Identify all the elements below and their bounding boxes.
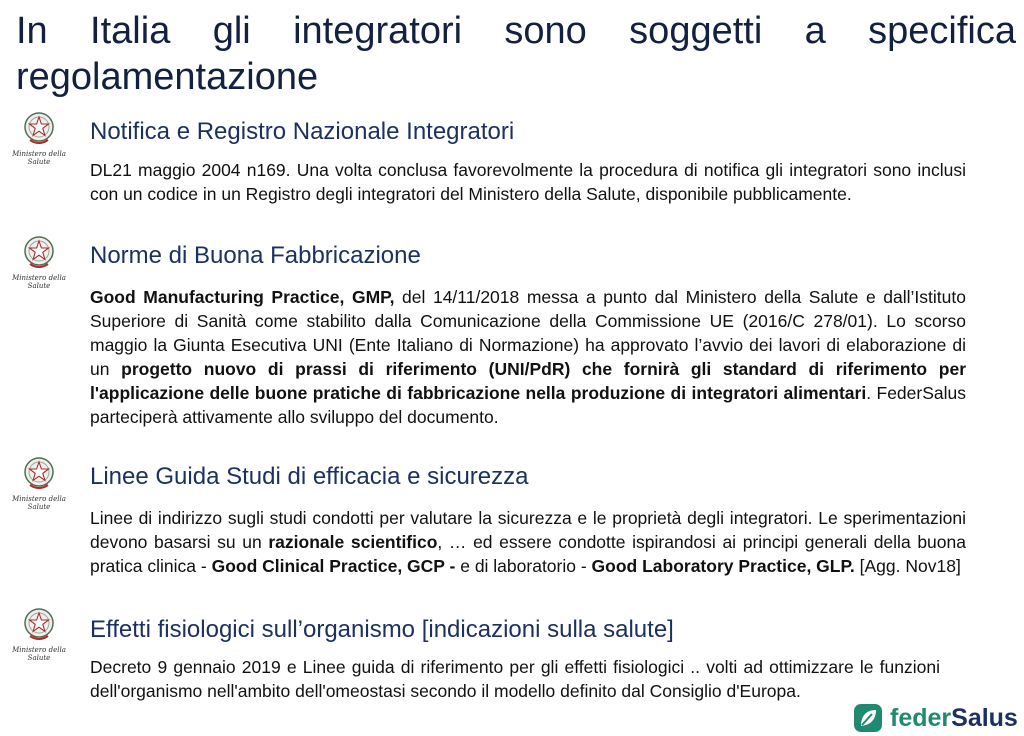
section-paragraph: DL21 maggio 2004 n169. Una volta conclusa favorevolmente la procedura di notifica gli integratori sono inclusi con un codice in un Registro degli integratori del Ministero della Salute, disponibile pubblicamente. bbox=[90, 160, 966, 204]
section-paragraph: Good Manufacturing Practice, GMP, del 14/11/2018 messa a punto dal Ministero della Salute e dall’Istituto Superiore di Sanità come stabilito dalla Comunicazione della Commissione UE (2016/C 278/01). Lo scorso maggio la Giunta Esecutiva UNI (Ente Italiano di Normazione) ha approvato l’avvio dei lavori di elaborazione di un progetto nuovo di prassi di riferimento (UNI/PdR) che fornirà gli standard di riferimento per l'applicazione delle buone pratiche di fabbricazione nella produzione di integratori alimentari. FederSalus parteciperà attivamente allo sviluppo del documento. bbox=[90, 287, 967, 427]
page-title: In Italia gli integratori sono soggetti a specifica regolamentazione bbox=[16, 10, 1016, 98]
ministero-emblem bbox=[6, 234, 72, 294]
emblem-caption: Ministero della Salute bbox=[12, 495, 66, 511]
italian-republic-emblem-icon bbox=[22, 110, 56, 148]
italian-republic-emblem-icon bbox=[22, 455, 56, 493]
section-heading: Effetti fisiologici sull’organismo [indicazioni sulla salute] bbox=[90, 616, 674, 643]
section-heading: Notifica e Registro Nazionale Integratori bbox=[90, 118, 515, 145]
emblem-caption: Ministero della Salute bbox=[12, 150, 66, 166]
ministero-emblem bbox=[6, 110, 72, 170]
ministero-emblem bbox=[6, 455, 72, 515]
emblem-caption: Ministero della Salute bbox=[12, 646, 66, 662]
logo-wordmark: federSalus bbox=[890, 704, 1018, 732]
section-heading: Linee Guida Studi di efficacia e sicurezza bbox=[90, 463, 529, 490]
italian-republic-emblem-icon bbox=[22, 606, 56, 644]
section-paragraph: Linee di indirizzo sugli studi condotti per valutare la sicurezza e le proprietà degli integratori. Le sperimentazioni devono basarsi su un razionale scientifico, … ed essere condotte ispirandosi ai principi generali della buona pratica clinica - Good Clinical Practice, GCP - e di laboratorio - Good Laboratory Practice, GLP. [Agg. Nov18] bbox=[90, 508, 966, 576]
italian-republic-emblem-icon bbox=[22, 234, 56, 272]
emblem-caption: Ministero della Salute bbox=[12, 274, 66, 290]
federsalus-leaf-icon bbox=[852, 702, 884, 734]
section-paragraph: Decreto 9 gennaio 2019 e Linee guida di riferimento per gli effetti fisiologici .. volti ad ottimizzare le funzioni dell'organismo nell'ambito dell'omeostasi secondo il modello definito dal Consiglio d'Europa. bbox=[90, 657, 940, 701]
ministero-emblem bbox=[6, 606, 72, 666]
federsalus-logo bbox=[852, 702, 1022, 734]
section-heading: Norme di Buona Fabbricazione bbox=[90, 242, 421, 269]
